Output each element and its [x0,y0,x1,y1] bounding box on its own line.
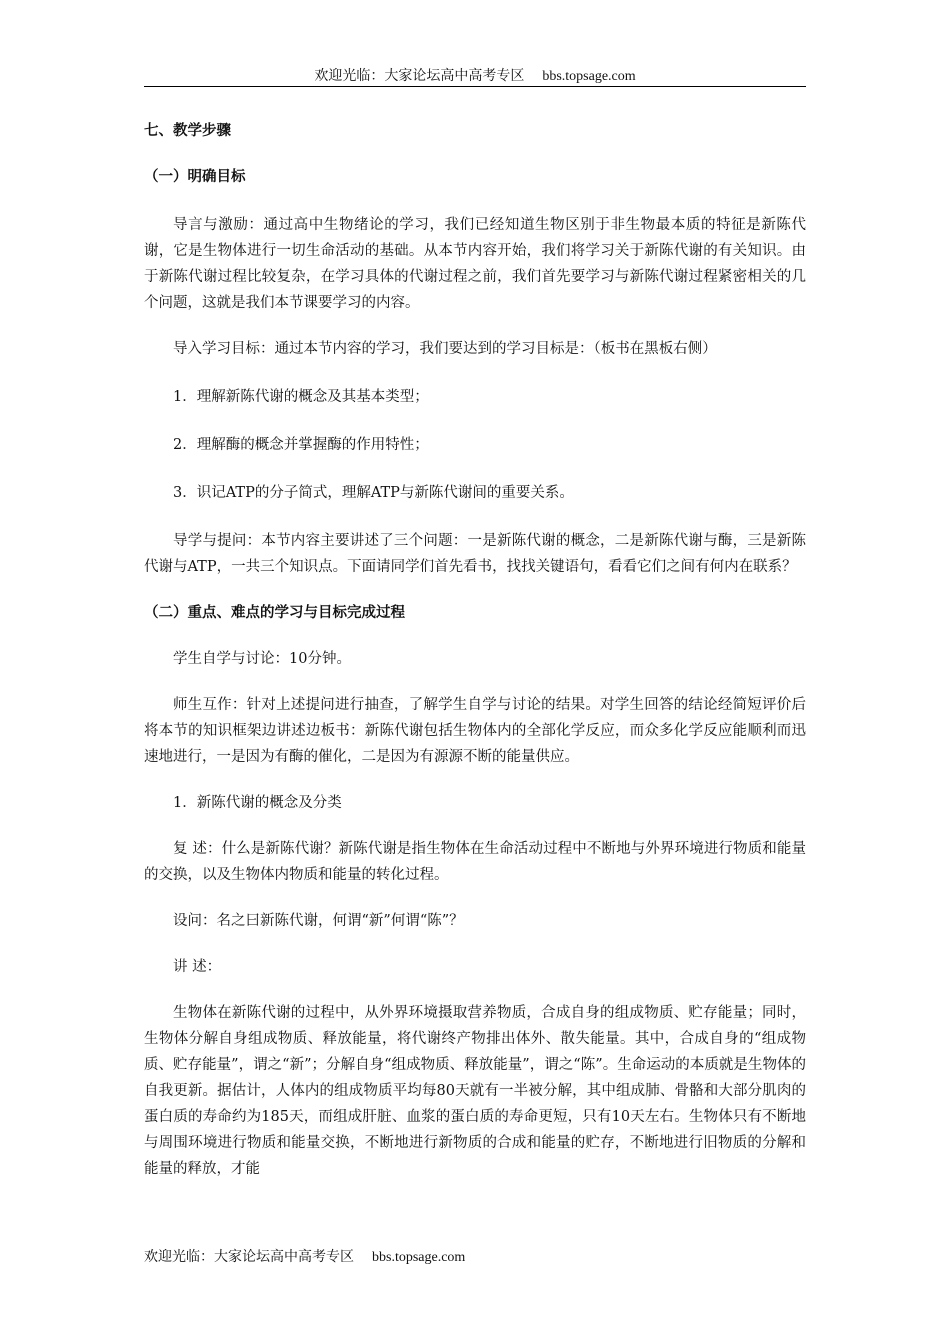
objective-item-2: 2．理解酶的概念并掌握酶的作用特性； [173,437,429,453]
footer-url[interactable]: bbs.topsage.com [372,1250,466,1265]
header-divider [144,86,806,87]
page-footer [144,1247,465,1268]
paragraph-guided-questions: 导学与提问：本节内容主要讲述了三个问题：一是新陈代谢的概念，二是新陈代谢与酶，三是新陈代谢与ATP，一共三个知识点。下面请同学们首先看书，找找关键语句，看看它们之间有何内在联系？ [144,533,806,575]
document-body [144,118,806,1182]
paragraph-lecture-body: 生物体在新陈代谢的过程中，从外界环境摄取营养物质，合成自身的组成物质、贮存能量；同时，生物体分解自身组成物质、释放能量，将代谢终产物排出体外、散失能量。其中，合成自身的“组成物质、贮存能量”，谓之“新”；分解自身“组成物质、释放能量”，谓之“陈”。生命运动的本质就是生物体的自我更新。据估计，人体内的组成物质平均每80天就有一半被分解，其中组成肺、骨骼和大部分肌肉的蛋白质的寿命约为185天，而组成肝脏、血浆的蛋白质的寿命更短，只有10天左右。生物体只有不断地与周围环境进行物质和能量交换，不断地进行新物质的合成和能量的贮存，不断地进行旧物质的分解和能量的释放，才能 [144,1005,806,1177]
objective-item-1: 1．理解新陈代谢的概念及其基本类型； [173,389,429,405]
page-header [144,66,806,86]
header-url[interactable]: bbs.topsage.com [542,69,636,84]
section-heading-key-points: （二）重点、难点的学习与目标完成过程 [144,605,405,621]
paragraph-question: 设问：名之曰新陈代谢，何谓“新”何谓“陈”？ [173,913,464,929]
section-heading-objectives: （一）明确目标 [144,169,246,185]
paragraph-introduction: 导言与激励：通过高中生物绪论的学习，我们已经知道生物区别于非生物最本质的特征是新陈代谢，它是生物体进行一切生命活动的基础。从本节内容开始，我们将学习关于新陈代谢的有关知识。由于新陈代谢过程比较复杂，在学习具体的代谢过程之前，我们首先要学习与新陈代谢过程紧密相关的几个问题，这就是我们本节课要学习的内容。 [144,217,806,311]
paragraph-lecture-label: 讲 述： [173,959,222,975]
objective-item-3: 3．识记ATP的分子简式，理解ATP与新陈代谢间的重要关系。 [173,485,574,501]
paragraph-objectives-intro: 导入学习目标：通过本节内容的学习，我们要达到的学习目标是：（板书在黑板右侧） [173,341,717,357]
paragraph-review: 复 述：什么是新陈代谢？新陈代谢是指生物体在生命活动过程中不断地与外界环境进行物质和能量的交换，以及生物体内物质和能量的转化过程。 [144,841,806,883]
footer-site-name: 欢迎光临：大家论坛高中高考专区 [144,1249,354,1265]
subheading-metabolism-concept: 1．新陈代谢的概念及分类 [173,795,342,811]
header-site-name: 欢迎光临：大家论坛高中高考专区 [314,68,525,84]
paragraph-interaction: 师生互作：针对上述提问进行抽查，了解学生自学与讨论的结果。对学生回答的结论经简短评价后将本节的知识框架边讲述边板书：新陈代谢包括生物体内的全部化学反应，而众多化学反应能顺利而迅速地进行，一是因为有酶的催化，二是因为有源源不断的能量供应。 [144,697,806,765]
paragraph-self-study: 学生自学与讨论：10分钟。 [173,651,351,667]
section-heading-teaching-steps: 七、教学步骤 [144,123,231,139]
